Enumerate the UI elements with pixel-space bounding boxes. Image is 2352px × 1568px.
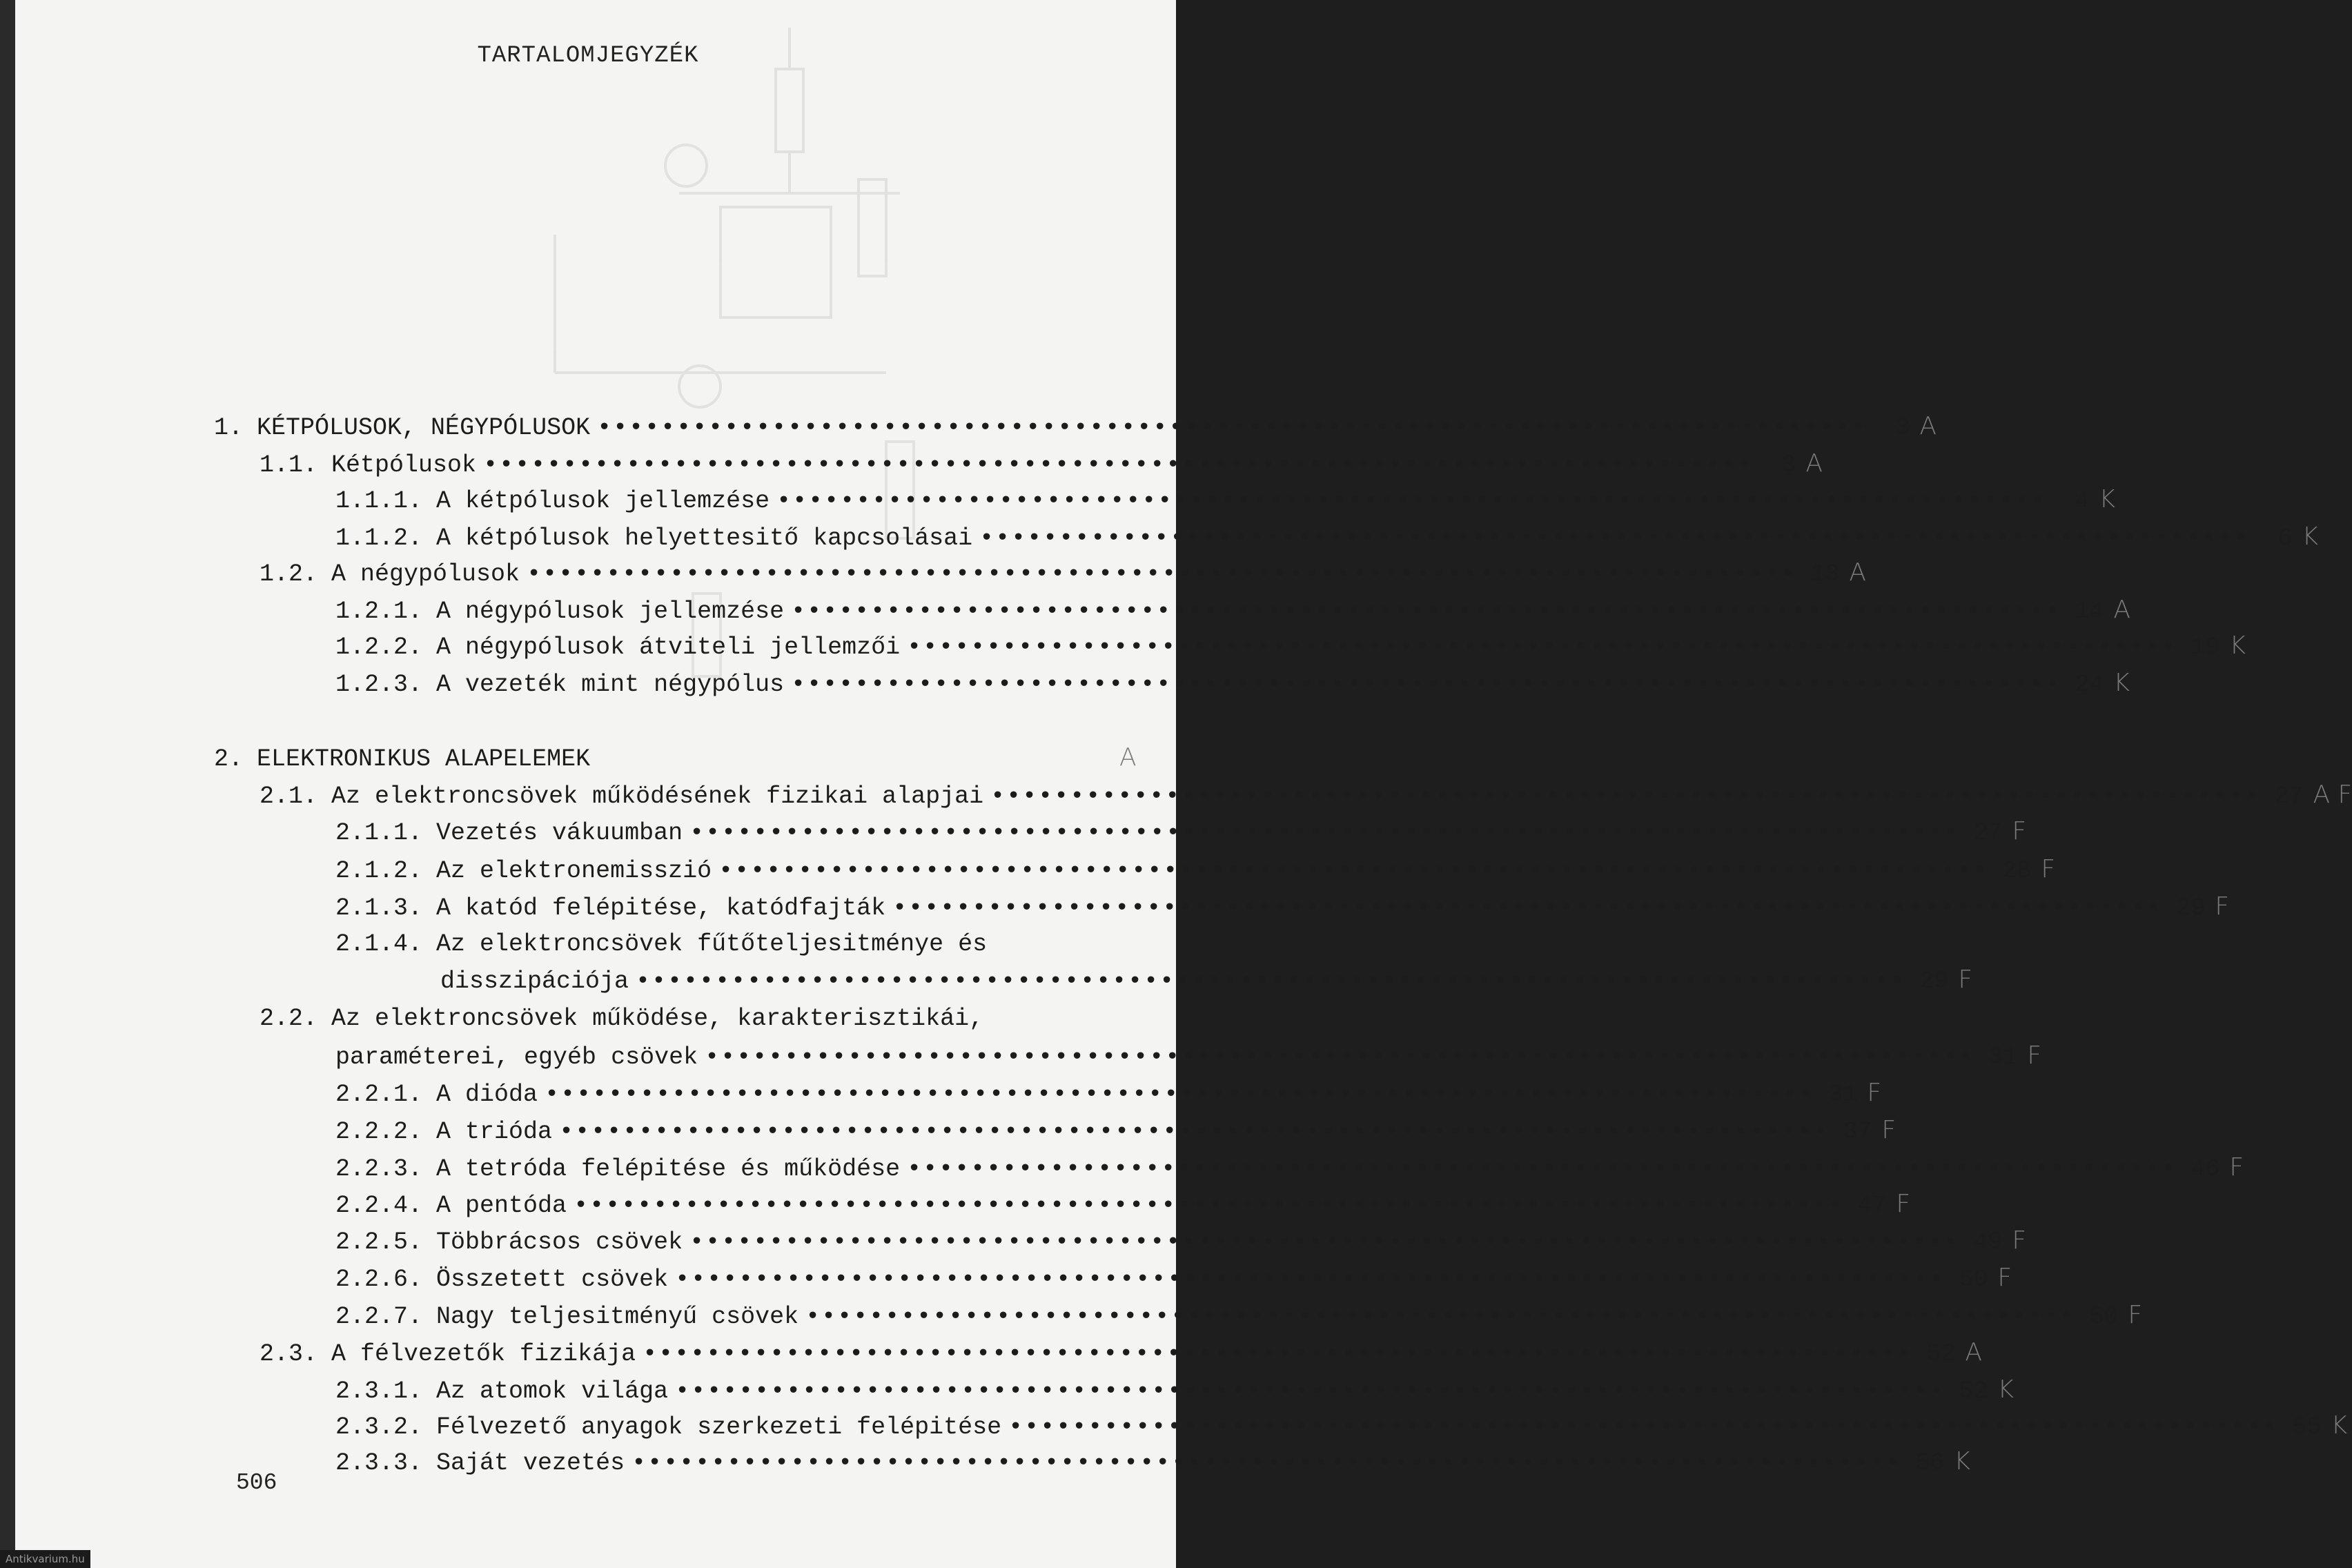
handwritten-mark: K	[2302, 522, 2319, 551]
toc-entry-page: 29	[2176, 894, 2206, 922]
toc-entry-page: 31	[1988, 1043, 2018, 1071]
toc-entry-page: 29	[1919, 968, 1949, 995]
handwritten-mark: A	[1805, 449, 1823, 478]
toc-entry-title: disszipációja	[440, 968, 629, 995]
dot-leader: ••••••••••••••••••••••••••••••••••••••••••••••••••••••••••••••••••••••••••••••••	[907, 1155, 2177, 1183]
dot-leader: ••••••••••••••••••••••••••••••••••••••••••••••••••••••••••••••••••••••••••••••••	[527, 560, 1797, 588]
toc-entry-page: 31	[1828, 1081, 1858, 1108]
toc-entry-number: 2.3.	[259, 1340, 318, 1368]
dot-leader: ••••••••••••••••••••••••••••••••••••••••••••••••••••••••••••••••••••••••••••••••	[776, 487, 2047, 515]
toc-entry	[259, 558, 1866, 588]
dot-leader: ••••••••••••••••••••••••••••••••••••••••••••••••••••••••••••••••••••••••••••••••	[791, 671, 2061, 698]
dot-leader: ••••••••••••••••••••••••••••••••••••••••••••••••••••••••••••••••••••••••••••••••	[791, 598, 2061, 625]
toc-entry-number: 1.1.2.	[335, 525, 423, 552]
dot-leader: ••••••••••••••••••••••••••••••••••••••••••••••••••••••••••••••••••••••••••••••••	[805, 1303, 2076, 1331]
dot-leader: ••••••••••••••••••••••••••••••••••••••••••••••••••••••••••••••••••••••••••••••••	[689, 819, 1960, 847]
toc-entry	[335, 1190, 1911, 1219]
toc-entry-title: Az elektroncsövek fűtőteljesitménye és	[436, 930, 988, 958]
toc-entry	[214, 412, 1937, 442]
toc-entry-title: A félvezetők fizikája	[331, 1340, 636, 1368]
dot-leader: ••••••••••••••••••••••••••••••••••••••••••••••••••••••••••••••••••••••••••••••••	[907, 634, 2177, 661]
toc-entry	[259, 1005, 1161, 1032]
handwritten-mark: A	[2113, 596, 2131, 624]
dot-leader: ••••••••••••••••••••••••••••••••••••••••••••••••••••••••••••••••••••••••••••••••	[979, 525, 2250, 552]
toc-entry-number: 2.1.2.	[335, 857, 423, 885]
handwritten-mark: A	[1919, 412, 1937, 440]
toc-entry-title: Összetett csövek	[436, 1266, 669, 1293]
watermark: Antikvarium.hu	[0, 1550, 90, 1568]
toc-entry-title: A pentóda	[436, 1192, 567, 1219]
toc-entry-number: 1.2.3.	[335, 671, 423, 698]
toc-entry	[335, 1153, 2244, 1183]
toc-entry-title: Nagy teljesitményű csövek	[436, 1303, 799, 1331]
toc-entry-number: 1.1.	[259, 451, 318, 479]
handwritten-mark: F	[1896, 1190, 1911, 1218]
toc-entry-page: 27	[2274, 783, 2304, 810]
handwritten-mark: F	[1958, 966, 1973, 994]
toc-entry	[335, 522, 2319, 552]
toc-entry-number: 2.3.2.	[335, 1413, 423, 1441]
toc-entry	[335, 1411, 2348, 1441]
toc-entry	[335, 1447, 1970, 1477]
handwritten-mark: F	[1881, 1116, 1897, 1144]
toc-entry-title: A katód felépitése, katódfajták	[436, 894, 886, 922]
toc-entry-title: Az atomok világa	[436, 1378, 669, 1405]
toc-entry	[335, 1375, 2014, 1405]
book-edge	[0, 0, 15, 1568]
toc-entry-number: 1.1.1.	[335, 487, 423, 515]
toc-entry-title: A tetróda felépitése és működése	[436, 1155, 901, 1183]
toc-entry	[440, 966, 1973, 995]
toc-entry-number: 2.2.6.	[335, 1266, 423, 1293]
dot-leader: ••••••••••••••••••••••••••••••••••••••••••••••••••••••••••••••••••••••••••••••••	[1008, 1413, 2279, 1441]
toc-entry-page: 4	[2075, 487, 2090, 515]
handwritten-mark: F	[1997, 1264, 2012, 1292]
footer-page-number: 506	[236, 1470, 277, 1496]
toc-entry-page: 49	[1973, 1228, 2003, 1256]
toc-entry	[335, 596, 2131, 625]
toc-entry-page: 3	[1781, 451, 1796, 479]
handwritten-mark: F	[2012, 817, 2027, 845]
toc-entry-number: 2.1.4.	[335, 930, 423, 958]
toc-entry	[335, 1041, 2042, 1071]
toc-entry	[335, 631, 2246, 661]
handwritten-mark: F	[2229, 1153, 2244, 1182]
toc-entry	[259, 1338, 1983, 1368]
toc-entry-title: paraméterei, egyéb csövek	[335, 1043, 698, 1071]
dot-leader: ••••••••••••••••••••••••••••••••••••••••••••••••••••••••••••••••••••••••••••••••	[545, 1081, 1815, 1108]
toc-entry-title: A négypólusok jellemzése	[436, 598, 785, 625]
toc-entry-number: 2.	[214, 745, 244, 773]
toc-entry-number: 2.3.1.	[335, 1378, 423, 1405]
toc-entry-page: 47	[1857, 1192, 1887, 1219]
document-page	[15, 0, 2352, 1568]
handwritten-mark: K	[2229, 631, 2246, 660]
toc-entry-page: 14	[2075, 598, 2104, 625]
toc-entry-page: 50	[1959, 1266, 1988, 1293]
dot-leader: ••••••••••••••••••••••••••••••••••••••••••••••••••••••••••••••••••••••••••••••••	[597, 414, 1868, 442]
handwritten-mark: K	[2331, 1411, 2348, 1440]
toc-entry-page: 46	[2191, 1155, 2220, 1183]
handwritten-mark: F	[2012, 1226, 2027, 1255]
toc-entry	[335, 1226, 2027, 1256]
dot-leader: ••••••••••••••••••••••••••••••••••••••••••••••••••••••••••••••••••••••••••••••••	[574, 1192, 1844, 1219]
dot-leader: ••••••••••••••••••••••••••••••••••••••••••••••••••••••••••••••••••••••••••••••••	[990, 783, 2261, 810]
toc-entry-title: Kétpólusok	[331, 451, 477, 479]
toc-entry-number: 2.3.3.	[335, 1449, 423, 1477]
toc-entry	[335, 930, 1161, 958]
toc-entry-page: 52	[1926, 1340, 1956, 1368]
toc-entry-number: 1.2.1.	[335, 598, 423, 625]
toc-entry-page: 28	[2002, 857, 2032, 885]
toc-entry-number: 2.1.1.	[335, 819, 423, 847]
toc-entry-page: 6	[2277, 525, 2293, 552]
toc-entry-title: A kétpólusok helyettesitő kapcsolásai	[436, 525, 973, 552]
toc-entry-number: 1.2.2.	[335, 634, 423, 661]
toc-entry-title: Félvezető anyagok szerkezeti felépitése	[436, 1413, 1002, 1441]
toc-entry-page: 50	[2089, 1303, 2119, 1331]
handwritten-mark: F	[2041, 855, 2056, 883]
toc-entry-number: 2.2.	[259, 1005, 318, 1032]
handwritten-mark: A	[1119, 743, 1137, 772]
toc-entry-number: 2.2.4.	[335, 1192, 423, 1219]
toc-entry	[335, 1301, 2143, 1331]
toc-entry-number: 2.2.2.	[335, 1118, 423, 1146]
toc-entry-number: 1.	[214, 414, 244, 442]
toc-entry-title: A trióda	[436, 1118, 553, 1146]
dot-leader: ••••••••••••••••••••••••••••••••••••••••••••••••••••••••••••••••••••••••••••••••	[892, 894, 2163, 922]
handwritten-mark: F	[2128, 1301, 2143, 1329]
table-of-contents	[15, 0, 2352, 1568]
handwritten-mark: F	[2027, 1041, 2042, 1070]
toc-entry-page: 52	[1959, 1378, 1988, 1405]
toc-entry-number: 2.2.3.	[335, 1155, 423, 1183]
handwritten-mark: K	[2099, 485, 2116, 513]
dot-leader: ••••••••••••••••••••••••••••••••••••••••••••••••••••••••••••••••••••••••••••••••	[675, 1378, 1946, 1405]
toc-entry-title: Az elektroncsövek működése, karakterisztikái,	[331, 1005, 984, 1032]
toc-entry-page: 56	[1915, 1449, 1945, 1477]
toc-entry-title: A kétpólusok jellemzése	[436, 487, 770, 515]
toc-entry-page: 37	[1843, 1118, 1872, 1146]
handwritten-mark: A	[1849, 558, 1866, 587]
dot-leader: ••••••••••••••••••••••••••••••••••••••••••••••••••••••••••••••••••••••••••••••••	[718, 857, 1989, 885]
dot-leader: ••••••••••••••••••••••••••••••••••••••••••••••••••••••••••••••••••••••••••••••••	[689, 1228, 1960, 1256]
toc-entry	[335, 669, 2130, 698]
dot-leader: ••••••••••••••••••••••••••••••••••••••••••••••••••••••••••••••••••••••••••••••••	[631, 1449, 1902, 1477]
toc-entry-page: 55	[2292, 1413, 2322, 1441]
toc-entry-title: A négypólusok átviteli jellemzői	[436, 634, 901, 661]
toc-entry	[335, 1116, 1897, 1146]
toc-entry-number: 2.1.3.	[335, 894, 423, 922]
toc-entry	[335, 485, 2116, 515]
handwritten-mark: K	[1997, 1375, 2014, 1404]
handwritten-mark: A F	[2313, 781, 2352, 809]
toc-entry-number: 2.2.1.	[335, 1081, 423, 1108]
handwritten-mark: K	[2113, 669, 2130, 697]
toc-entry-number: 2.2.5.	[335, 1228, 423, 1256]
toc-entry-title: Többrácsos csövek	[436, 1228, 683, 1256]
toc-entry-title: A dióda	[436, 1081, 538, 1108]
dot-leader: ••••••••••••••••••••••••••••••••••••••••••••••••••••••••••••••••••••••••••••••••	[636, 968, 1906, 995]
toc-entry-page: 13	[1810, 560, 1840, 588]
toc-entry-number: 2.2.7.	[335, 1303, 423, 1331]
toc-entry-page: 3	[1895, 414, 1910, 442]
dot-leader: ••••••••••••••••••••••••••••••••••••••••••••••••••••••••••••••••••••••••••••••••	[643, 1340, 1913, 1368]
dot-leader: ••••••••••••••••••••••••••••••••••••••••••••••••••••••••••••••••••••••••••••••••	[483, 451, 1754, 479]
toc-entry	[335, 817, 2027, 847]
toc-entry	[335, 1264, 2012, 1293]
toc-entry	[335, 1079, 1882, 1108]
toc-entry-page: 27	[1973, 819, 2003, 847]
toc-entry	[335, 855, 2056, 885]
toc-entry-number: 1.2.	[259, 560, 318, 588]
toc-entry-title: Saját vezetés	[436, 1449, 625, 1477]
dot-leader: ••••••••••••••••••••••••••••••••••••••••••••••••••••••••••••••••••••••••••••••••	[705, 1043, 1975, 1071]
toc-entry	[335, 892, 2230, 922]
toc-entry-number: 2.1.	[259, 783, 318, 810]
toc-entry-page: 19	[2191, 634, 2220, 661]
handwritten-mark: A	[1965, 1338, 1983, 1366]
toc-entry	[259, 781, 2352, 810]
toc-entry-title: Az elektroncsövek működésének fizikai alapjai	[331, 783, 984, 810]
handwritten-mark: K	[1954, 1447, 1970, 1476]
toc-entry-title: KÉTPÓLUSOK, NÉGYPÓLUSOK	[257, 414, 591, 442]
toc-entry-title: ELEKTRONIKUS ALAPELEMEK	[257, 745, 591, 773]
dot-leader: ••••••••••••••••••••••••••••••••••••••••••••••••••••••••••••••••••••••••••••••••	[675, 1266, 1946, 1293]
dot-leader: ••••••••••••••••••••••••••••••••••••••••••••••••••••••••••••••••••••••••••••••••	[559, 1118, 1830, 1146]
toc-entry-page: 24	[2075, 671, 2104, 698]
toc-entry-title: Az elektronemisszió	[436, 857, 712, 885]
toc-entry-title: A vezeték mint négypólus	[436, 671, 785, 698]
toc-entry	[259, 449, 1823, 479]
page-title: TARTALOMJEGYZÉK	[477, 43, 699, 69]
handwritten-mark: F	[1867, 1079, 1882, 1107]
toc-entry-title: Vezetés vákuumban	[436, 819, 683, 847]
toc-entry-title: A négypólusok	[331, 560, 520, 588]
handwritten-mark: F	[2215, 892, 2230, 921]
toc-entry	[214, 744, 1161, 773]
